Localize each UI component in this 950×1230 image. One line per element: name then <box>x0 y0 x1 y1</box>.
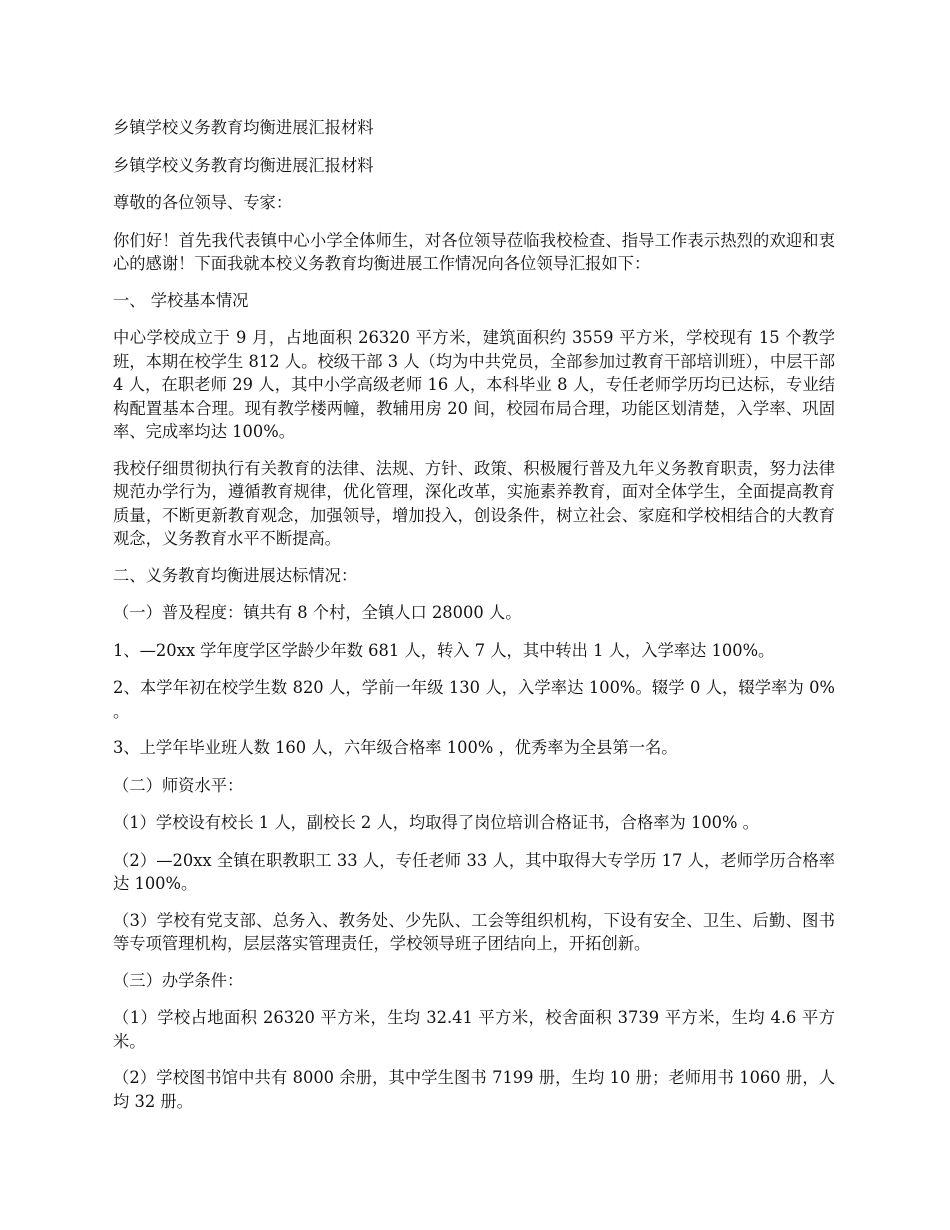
salutation: 尊敬的各位领导、专家： <box>113 193 293 212</box>
list-item: 3、上学年毕业班人数 160 人，六年级合格率 100% ，优秀率为全县第一名。 <box>113 738 678 757</box>
subsection-heading-conditions: （三）办学条件： <box>113 970 244 990</box>
list-item: 2、本学年初在校学生数 820 人，学前一年级 130 人，入学率达 100%。辍学 0 人，辍学率为 0% 。 <box>113 678 835 721</box>
document-title: 乡镇学校义务教育均衡进展汇报材料 <box>113 118 374 137</box>
subsection-heading-popularization: （一）普及程度：镇共有 8 个村，全镇人口 28000 人。 <box>113 603 522 622</box>
list-item: （3）学校有党支部、总务入、教务处、少先队、工会等组织机构，下设有安全、卫生、后勤、图书等专项管理机构，层层落实管理责任，学校领导班子团结向上，开拓创新。 <box>113 910 835 953</box>
document-page <box>113 116 835 1126</box>
document-subtitle: 乡镇学校义务教育均衡进展汇报材料 <box>113 155 374 175</box>
list-item: （1）学校占地面积 26320 平方米，生均 32.41 平方米，校舍面积 3739 平方米，生均 4.6 平方米。 <box>113 1008 835 1051</box>
list-item: 1、—20xx 学年度学区学龄少年数 681 人，转入 7 人，其中转出 1 人，入学率达 100%。 <box>113 640 775 660</box>
section-heading-1: 一、 学校基本情况 <box>113 290 249 310</box>
paragraph-greeting: 你们好！首先我代表镇中心小学全体师生，对各位领导莅临我校检查、指导工作表示热烈的欢迎和衷心的感谢！下面我就本校义务教育均衡进展工作情况向各位领导汇报如下： <box>113 230 835 273</box>
list-item: （2）—20xx 全镇在职教职工 33 人，专任老师 33 人，其中取得大专学历 17 人，老师学历合格率达 100%。 <box>113 850 835 893</box>
section-heading-2: 二、义务教育均衡进展达标情况： <box>113 565 358 585</box>
paragraph-school-overview: 中心学校成立于 9 月，占地面积 26320 平方米，建筑面积约 3559 平方米，学校现有 15 个教学班，本期在校学生 812 人。校级干部 3 人（均为中共党员，全部参加过教育干部培训班），中层干部 4 人，在职老师 29 人，其中小学高级老师 16 人，本科毕业 8 人，专任老师学历均已达标，专业结构配置基本合理。现有教学楼两幢，教辅用房 20 间，校园布局合理，功能区划清楚，入学率、巩固率、完成率均达 100%。 <box>113 328 835 441</box>
list-item: （1）学校设有校长 1 人，副校长 2 人，均取得了岗位培训合格证书，合格率为 100% 。 <box>113 813 759 832</box>
subsection-heading-teachers: （二）师资水平： <box>113 775 244 795</box>
paragraph-school-policy: 我校仔细贯彻执行有关教育的法律、法规、方针、政策、积极履行普及九年义务教育职责，努力法律规范办学行为，遵循教育规律，优化管理，深化改革，实施素养教育，面对全体学生，全面提高教育质量，不断更新教育观念，加强领导，增加投入，创设条件，树立社会、家庭和学校相结合的大教育观念，义务教育水平不断提高。 <box>113 458 835 548</box>
list-item: （2）学校图书馆中共有 8000 余册，其中学生图书 7199 册，生均 10 册；老师用书 1060 册，人均 32 册。 <box>113 1068 835 1111</box>
